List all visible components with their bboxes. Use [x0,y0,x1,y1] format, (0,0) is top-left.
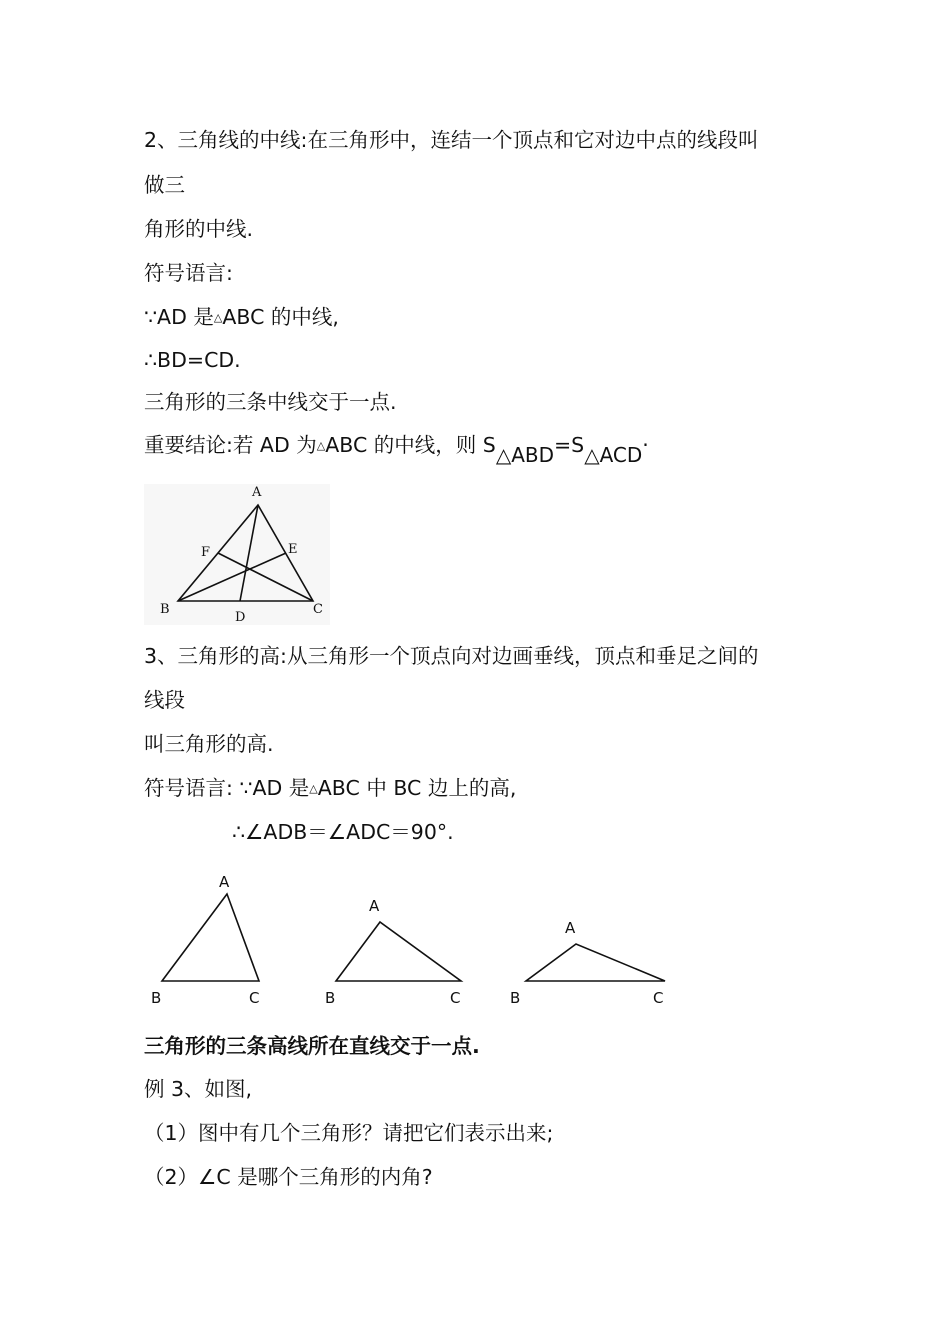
t2-label-b: B [325,989,336,1007]
right-triangle [336,922,461,981]
t2-label-c: C [450,989,461,1007]
t1-label-b: B [151,989,162,1007]
text-line-altitude-definition: 3、三角形的高:从三角形一个顶点向对边画垂线，顶点和垂足之间的 [144,644,759,668]
small-triangle-symbol: △ [316,439,326,452]
acute-triangle [162,894,259,981]
t3-label-a: A [565,919,576,937]
label-c: C [313,602,323,617]
label-b: B [160,602,170,617]
text-line-altitudes-intersect: 三角形的三条高线所在直线交于一点. [144,1034,480,1058]
text-line-altitude-definition-end: 叫三角形的高. [144,732,274,756]
text-line-symbol-language-altitude: 符号语言: ∵AD 是△ABC 中 BC 边上的高, [144,776,517,800]
text-line-question-1: （1）图中有几个三角形？请把它们表示出来; [144,1121,554,1145]
altitude-triangles-figure [144,866,684,1011]
t3-label-c: C [653,989,664,1007]
label-f: F [201,545,211,560]
obtuse-triangle [526,944,665,981]
small-triangle-symbol: △ [213,311,223,324]
t3-label-b: B [510,989,521,1007]
text-line-median-definition-end: 角形的中线. [144,217,254,241]
text-line-symbol-language: 符号语言: [144,261,233,285]
text-line-important-conclusion: 重要结论:若 AD 为△ABC 的中线，则 S△ABD=S△ACD· [144,433,649,467]
text-line-because-ad-median: ∵AD 是△ABC 的中线, [144,305,339,329]
figure-background [144,484,330,625]
text-line-median-definition-cont: 做三 [144,173,185,197]
text-line-median-definition: 2、三角线的中线:在三角形中，连结一个顶点和它对边中点的线段叫 [144,128,759,152]
label-d: D [235,610,246,625]
text-line-question-2: （2）∠C 是哪个三角形的内角? [144,1165,433,1189]
text-line-example-3: 例 3、如图, [144,1077,253,1101]
t1-label-a: A [219,873,230,891]
text-line-medians-intersect: 三角形的三条中线交于一点. [144,390,397,414]
t1-label-c: C [249,989,260,1007]
median-triangle-figure [144,484,330,625]
text-line-right-angles: ∴∠ADB＝∠ADC＝90°. [232,820,454,844]
label-e: E [288,542,298,557]
text-line-therefore-bd-cd: ∴BD=CD. [144,348,241,372]
text-line-altitude-definition-cont: 线段 [144,688,185,712]
small-triangle-symbol: △ [309,782,318,795]
label-a: A [252,485,262,500]
t2-label-a: A [369,897,380,915]
